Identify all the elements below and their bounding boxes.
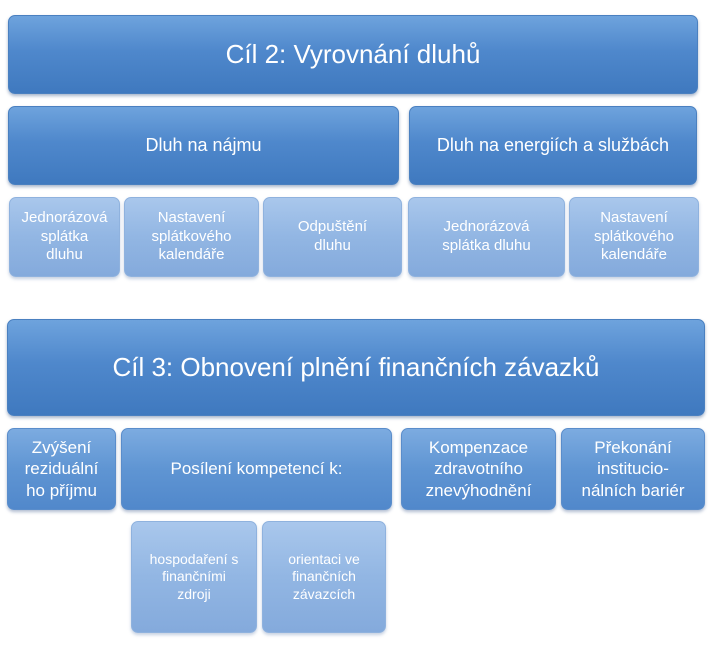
group-rent-debt: Dluh na nájmu <box>8 106 399 185</box>
competency-financial-management: hospodaření s finančními zdroji <box>131 521 257 633</box>
competency-strengthening: Posílení kompetencí k: <box>121 428 392 510</box>
group-energy-debt: Dluh na energiích a službách <box>409 106 697 185</box>
goal3-title: Cíl 3: Obnovení plnění finančních závazků <box>7 319 705 416</box>
competency-obligation-orientation: orientaci ve finančních závazcích <box>262 521 386 633</box>
residual-income-increase: Zvýšení reziduální ho příjmu <box>7 428 116 510</box>
energy-one-time-payment: Jednorázová splátka dluhu <box>408 197 565 277</box>
institutional-barriers: Překonání institucio- nálních bariér <box>561 428 705 510</box>
rent-debt-forgiveness: Odpuštění dluhu <box>263 197 402 277</box>
rent-one-time-payment: Jednorázová splátka dluhu <box>9 197 120 277</box>
rent-installment-plan: Nastavení splátkového kalendáře <box>124 197 259 277</box>
energy-installment-plan: Nastavení splátkového kalendáře <box>569 197 699 277</box>
health-disadvantage-compensation: Kompenzace zdravotního znevýhodnění <box>401 428 556 510</box>
goal2-title: Cíl 2: Vyrovnání dluhů <box>8 15 698 94</box>
